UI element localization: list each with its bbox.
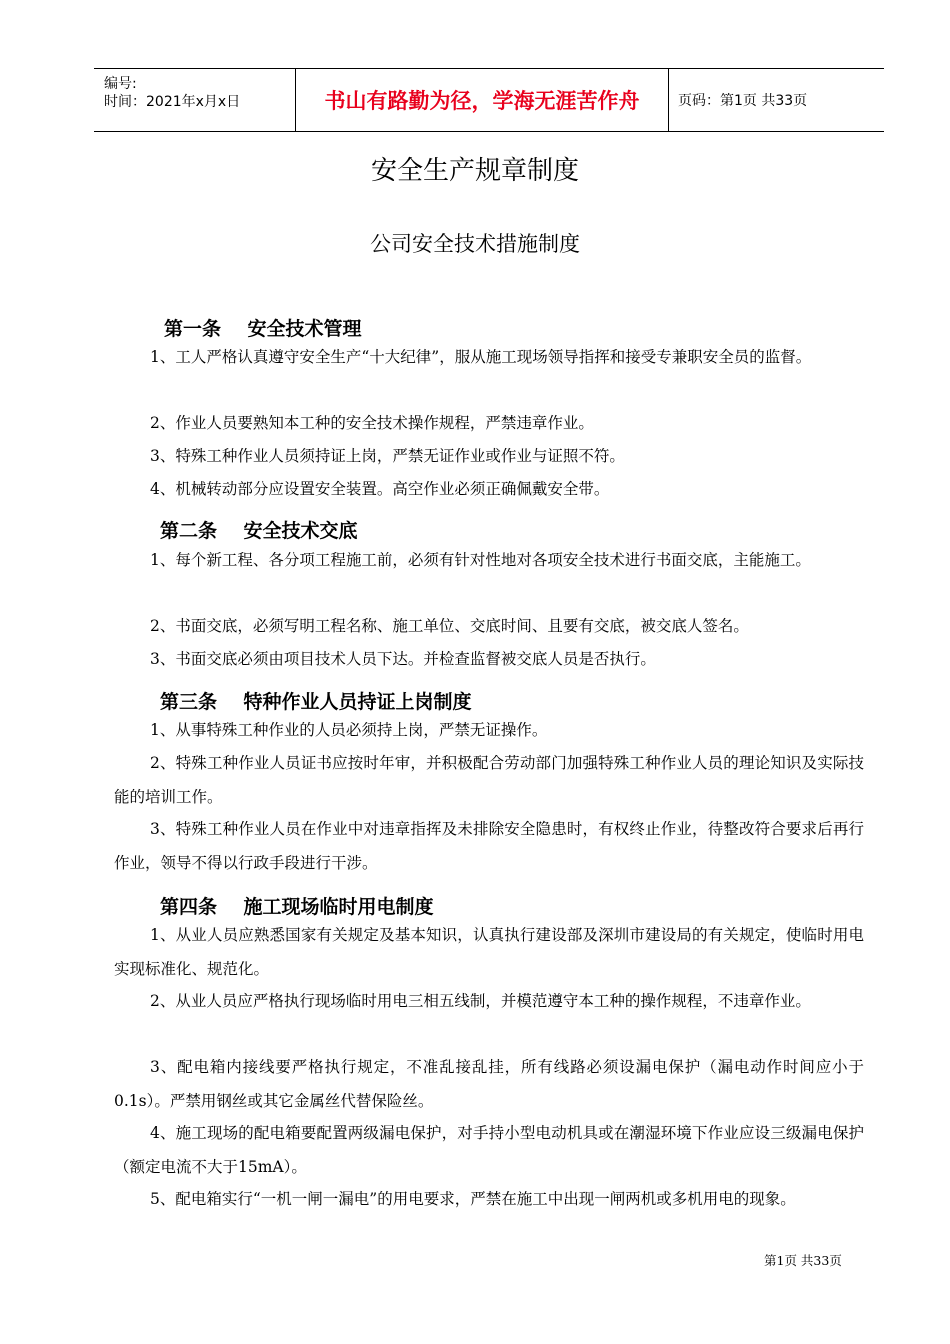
time-label: 时间：2021年x月x日 xyxy=(104,94,241,110)
page-label: 页码：第1页 共33页 xyxy=(678,93,808,109)
motto: 书山有路勤为径，学海无涯苦作舟 xyxy=(296,69,669,131)
paragraph: 2、从业人员应严格执行现场临时用电三相五线制，并模范遵守本工种的操作规程，不违章作业。 xyxy=(150,992,811,1010)
paragraph: 3、书面交底必须由项目技术人员下达。并检查监督被交底人员是否执行。 xyxy=(150,650,656,668)
paragraph: 1、从业人员应熟悉国家有关规定及基本知识，认真执行建设部及深圳市建设局的有关规定，使临时用电实现标准化、规范化。 xyxy=(114,926,864,978)
paragraph: 4、施工现场的配电箱要配置两级漏电保护，对手持小型电动机具或在潮湿环境下作业应设三级漏电保护（额定电流不大于15mA）。 xyxy=(114,1124,864,1176)
paragraph: 3、特殊工种作业人员在作业中对违章指挥及未排除安全隐患时，有权终止作业，待整改符合要求后再行作业，领导不得以行政手段进行干涉。 xyxy=(114,820,864,872)
header-table xyxy=(94,68,884,132)
number-label: 编号: xyxy=(104,76,137,92)
header-meta-cell xyxy=(94,69,296,131)
page-subtitle: 公司安全技术措施制度 xyxy=(370,232,580,256)
paragraph: 3、配电箱内接线要严格执行规定，不准乱接乱挂，所有线路必须设漏电保护（漏电动作时间应小于0.1s）。严禁用钢丝或其它金属丝代替保险丝。 xyxy=(114,1058,864,1110)
paragraph: 2、特殊工种作业人员证书应按时年审，并积极配合劳动部门加强特殊工种作业人员的理论知识及实际技能的培训工作。 xyxy=(114,754,864,806)
paragraph: 1、每个新工程、各分项工程施工前，必须有针对性地对各项安全技术进行书面交底，主能施工。 xyxy=(150,551,811,569)
paragraph: 3、特殊工种作业人员须持证上岗，严禁无证作业或作业与证照不符。 xyxy=(150,447,625,465)
paragraph: 1、从事特殊工种作业的人员必须持上岗，严禁无证操作。 xyxy=(150,721,548,739)
paragraph: 5、配电箱实行“一机一闸一漏电”的用电要求，严禁在施工中出现一闸两机或多机用电的现象。 xyxy=(150,1190,796,1208)
paragraph: 2、作业人员要熟知本工种的安全技术操作规程，严禁违章作业。 xyxy=(150,414,594,432)
section-heading: 第三条 特种作业人员持证上岗制度 xyxy=(160,691,472,713)
section-heading: 第二条 安全技术交底 xyxy=(160,520,358,542)
paragraph: 2、书面交底，必须写明工程名称、施工单位、交底时间、且要有交底，被交底人签名。 xyxy=(150,617,749,635)
page-title: 安全生产规章制度 xyxy=(370,156,579,186)
paragraph: 1、工人严格认真遵守安全生产“十大纪律”，服从施工现场领导指挥和接受专兼职安全员的监督。 xyxy=(150,348,812,366)
section-heading: 第四条 施工现场临时用电制度 xyxy=(160,896,434,918)
paragraph: 4、机械转动部分应设置安全装置。高空作业必须正确佩戴安全带。 xyxy=(150,480,610,498)
page-footer: 第1页 共33页 xyxy=(764,1253,842,1268)
section-heading: 第一条 安全技术管理 xyxy=(164,318,362,340)
